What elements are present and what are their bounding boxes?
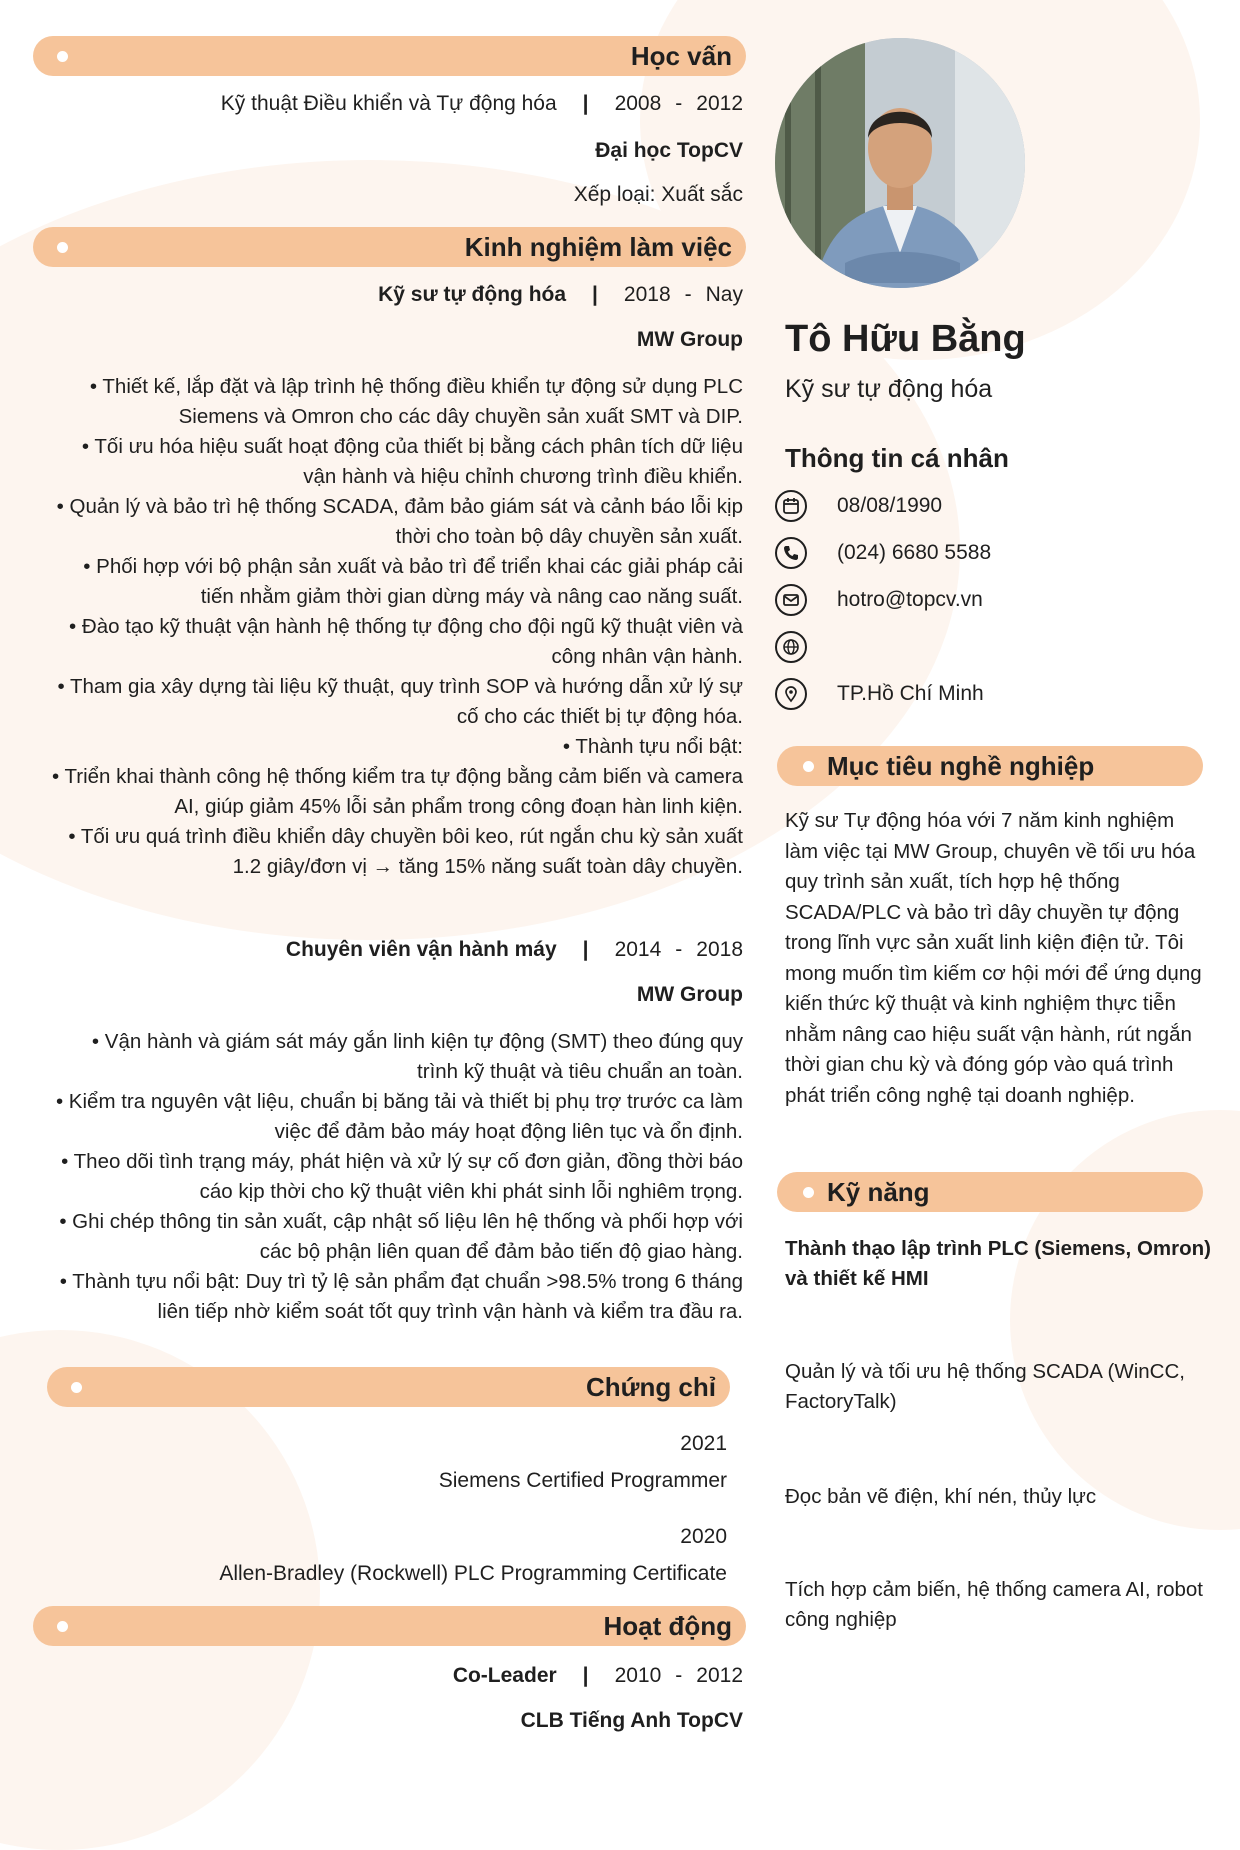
activity-org: CLB Tiếng Anh TopCV (520, 1709, 743, 1732)
job-company: MW Group (636, 328, 743, 351)
section-title: Chứng chỉ (585, 1372, 716, 1402)
list-item: • Phối hợp với bộ phận sản xuất và bảo trì để triển khai các giải pháp cải tiến nhằm giảm thời gian dừng máy và nâng cao năng suất. (83, 555, 743, 608)
list-item: • Vận hành và giám sát máy gắn linh kiện tự động (SMT) theo đúng quy trình kỹ thuật và tiêu chuẩn an toàn. (91, 1030, 743, 1083)
separator: | (582, 1664, 589, 1687)
info-birthday (775, 490, 942, 522)
bullet-dot (71, 1382, 82, 1393)
separator: | (582, 92, 589, 115)
email-text: hotro@topcv.vn (837, 588, 983, 611)
certificate-year: 2021 (680, 1432, 727, 1455)
list-item: • Thành tựu nổi bật: (562, 735, 743, 758)
job-company: MW Group (636, 983, 743, 1006)
date-dash: - (675, 938, 683, 961)
birthday-text: 08/08/1990 (837, 494, 943, 517)
profile-photo (775, 38, 1025, 288)
section-title: Kinh nghiệm làm việc (464, 232, 732, 262)
skill-item: Quản lý và tối ưu hệ thống SCADA (WinCC, FactoryTalk) (785, 1360, 1185, 1413)
education-grade: Xếp loại: Xuất sắc (573, 183, 743, 206)
section-title: Hoạt động (603, 1611, 732, 1641)
job-end: Nay (705, 283, 743, 306)
job-description (48, 1027, 743, 1327)
certificate-name: Siemens Certified Programmer (438, 1469, 727, 1492)
info-website (775, 631, 837, 663)
job-position: Chuyên viên vận hành máy (285, 938, 557, 961)
section-title: Kỹ năng (827, 1177, 930, 1207)
list-item: • Quản lý và bảo trì hệ thống SCADA, đảm bảo giám sát và cảnh báo lỗi kịp thời cho toàn bộ dây chuyền sản xuất. (56, 495, 743, 548)
list-item: • Thành tựu nổi bật: Duy trì tỷ lệ sản phẩm đạt chuẩn >98.5% trong 6 tháng liên tiếp nhờ kiểm soát tốt quy trình vận hành và kiểm tra đầu ra. (59, 1270, 743, 1323)
activity-end: 2012 (696, 1664, 743, 1687)
list-item: • Triển khai thành công hệ thống kiểm tra tự động bằng cảm biến và camera AI, giúp giảm 45% lỗi sản phẩm trong công đoạn hàn linh kiện. (52, 765, 743, 818)
phone-icon (775, 537, 807, 569)
bullet-dot (803, 1187, 814, 1198)
list-item: • Theo dõi tình trạng máy, phát hiện và xử lý sự cố đơn giản, đồng thời báo cáo kịp thời cho kỹ thuật viên khi phát sinh lỗi nghiêm trọng. (61, 1150, 743, 1203)
activities-section-header (33, 1606, 746, 1646)
list-item: • Đào tạo kỹ thuật vận hành hệ thống tự động cho đội ngũ kỹ thuật viên và công nhân vận hành. (69, 615, 743, 668)
separator: | (582, 938, 589, 961)
profile-name: Tô Hữu Bằng (785, 318, 1026, 360)
info-email (775, 584, 983, 616)
list-item: • Kiểm tra nguyên vật liệu, chuẩn bị băng tải và thiết bị phụ trợ trước ca làm việc để đảm bảo máy hoạt động liên tục và ổn định. (55, 1090, 743, 1143)
list-item: • Ghi chép thông tin sản xuất, cập nhật số liệu lên hệ thống và phối hợp với các bộ phận liên quan để đảm bảo tiến độ giao hàng. (59, 1210, 743, 1263)
section-title: Mục tiêu nghề nghiệp (827, 751, 1095, 781)
info-phone (775, 537, 991, 569)
skill-item: Đọc bản vẽ điện, khí nén, thủy lực (785, 1485, 1097, 1508)
skill-item: Tích hợp cảm biến, hệ thống camera AI, robot công nghiệp (785, 1578, 1203, 1631)
education-end: 2012 (696, 92, 743, 115)
bullet-dot (803, 761, 814, 772)
info-location (775, 678, 984, 710)
objective-text: Kỹ sư Tự động hóa với 7 năm kinh nghiệm làm việc tại MW Group, chuyên về tối ưu hóa quy trình sản xuất, tích hợp hệ thống SCADA/PLC và bảo trì dây chuyền tự động trong lĩnh vực sản xuất linh kiện điện tử. Tôi mong muốn tìm kiếm cơ hội mới để ứng dụng kiến thức kỹ thuật và kinh nghiệm thực tiễn nhằm nâng cao hiệu suất vận hành, rút ngắn thời gian chu kỳ và đóng góp vào quá trình phát triển công nghệ tại doanh nghiệp. (785, 809, 1202, 1107)
profile-title: Kỹ sư tự động hóa (785, 375, 993, 403)
bullet-dot (57, 242, 68, 253)
phone-text: (024) 6680 5588 (837, 541, 992, 564)
activity-start: 2010 (614, 1664, 662, 1687)
list-item: • Thiết kế, lắp đặt và lập trình hệ thống điều khiển tự động sử dụng PLC Siemens và Omron cho các dây chuyền sản xuất SMT và DIP. (89, 375, 743, 428)
date-dash: - (675, 1664, 683, 1687)
education-start: 2008 (614, 92, 662, 115)
date-dash: - (684, 283, 692, 306)
education-row (221, 92, 743, 116)
globe-icon (775, 631, 807, 663)
bullet-dot (57, 1621, 68, 1632)
job-description (48, 372, 743, 882)
location-text: TP.Hồ Chí Minh (837, 682, 984, 705)
date-dash: - (675, 92, 683, 115)
job-start: 2018 (623, 283, 671, 306)
list-item: • Tối ưu hóa hiệu suất hoạt động của thiết bị bằng cách phân tích dữ liệu vận hành và hiệu chỉnh chương trình điều khiển. (81, 435, 743, 488)
activity-role: Co-Leader (452, 1664, 557, 1687)
section-title: Học vấn (630, 41, 732, 71)
info-heading: Thông tin cá nhân (785, 443, 1009, 473)
job-end: 2018 (696, 938, 743, 961)
job-position: Kỹ sư tự động hóa (378, 283, 567, 306)
profile-photo-illustration (775, 38, 1025, 288)
bullet-dot (57, 51, 68, 62)
list-item: • Tối ưu quá trình điều khiển dây chuyền bôi keo, rút ngắn chu kỳ sản xuất 1.2 giây/đơn vị → tăng 15% năng suất toàn dây chuyền. (68, 825, 743, 878)
education-section-header (33, 36, 746, 76)
skill-item: Thành thạo lập trình PLC (Siemens, Omron) và thiết kế HMI (785, 1237, 1211, 1290)
activity-row (453, 1664, 743, 1688)
separator: | (592, 283, 598, 306)
education-school: Đại học TopCV (595, 139, 743, 162)
job-row (286, 938, 743, 962)
background-shape (0, 1330, 320, 1850)
job-row (378, 283, 743, 307)
job-start: 2014 (614, 938, 662, 961)
skills-section-header (777, 1172, 1203, 1212)
experience-section-header (33, 227, 746, 267)
list-item: • Tham gia xây dựng tài liệu kỹ thuật, quy trình SOP và hướng dẫn xử lý sự cố cho các thiết bị tự động hóa. (57, 675, 743, 728)
certificate-name: Allen-Bradley (Rockwell) PLC Programming Certificate (219, 1562, 727, 1585)
calendar-icon (775, 490, 807, 522)
education-major: Kỹ thuật Điều khiển và Tự động hóa (220, 92, 557, 115)
certificate-year: 2020 (680, 1525, 727, 1548)
location-icon (775, 678, 807, 710)
email-icon (775, 584, 807, 616)
objective-section-header (777, 746, 1203, 786)
certificates-section-header (47, 1367, 730, 1407)
